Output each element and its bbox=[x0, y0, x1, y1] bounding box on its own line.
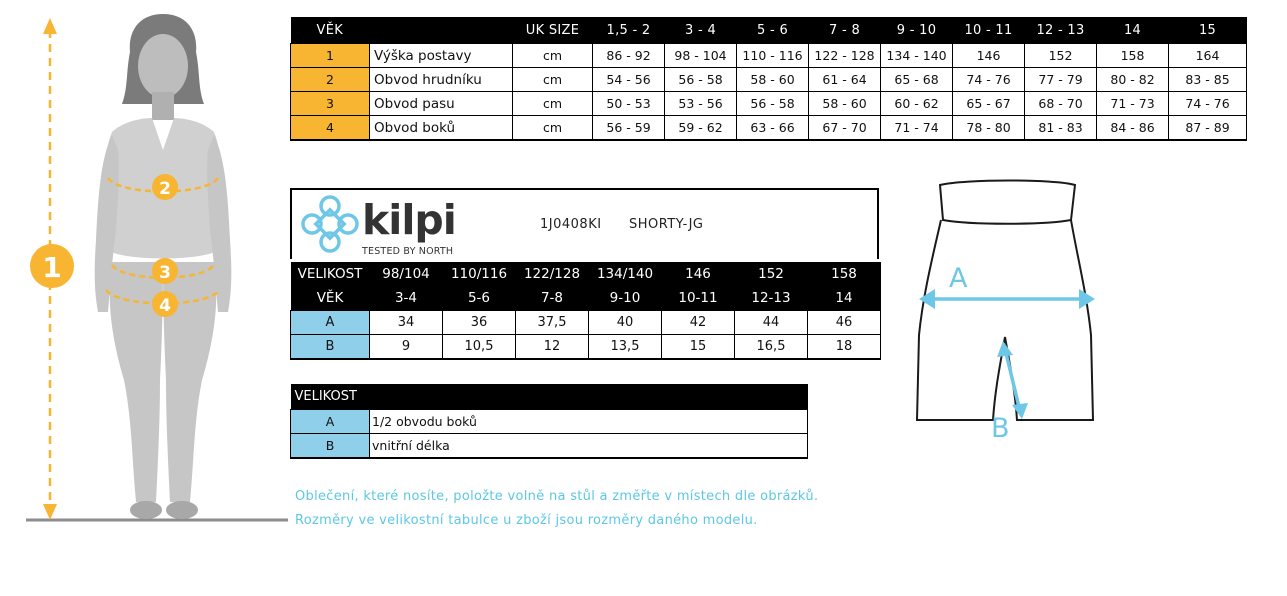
size-col-header: 110/116 bbox=[443, 262, 516, 286]
table-row bbox=[291, 116, 1247, 141]
measure-a-left-arrowhead-icon bbox=[919, 289, 935, 309]
age-col-header: 12 - 13 bbox=[1025, 17, 1097, 44]
table-row bbox=[291, 335, 881, 360]
table-cell: 56 - 58 bbox=[665, 68, 737, 92]
table-cell: 16,5 bbox=[735, 335, 808, 360]
table-row bbox=[291, 410, 808, 434]
row-label: Obvod hrudníku bbox=[370, 68, 513, 92]
age-col-header: 15 bbox=[1169, 17, 1247, 44]
age-col-header: 12-13 bbox=[735, 286, 808, 311]
table-cell: 63 - 66 bbox=[737, 116, 809, 141]
row-number: 4 bbox=[291, 116, 370, 141]
table-cell: 81 - 83 bbox=[1025, 116, 1097, 141]
age-col-header: 5 - 6 bbox=[737, 17, 809, 44]
shorts-legs bbox=[917, 220, 1093, 420]
size-header-row bbox=[291, 262, 881, 286]
table-cell: 87 - 89 bbox=[1169, 116, 1247, 141]
table-cell: 12 bbox=[516, 335, 589, 360]
left-foot bbox=[130, 501, 162, 519]
table-cell: 122 - 128 bbox=[809, 44, 881, 68]
table-cell: 65 - 68 bbox=[881, 68, 953, 92]
row-number: 3 bbox=[291, 92, 370, 116]
legend-table bbox=[290, 384, 808, 459]
table-cell: 58 - 60 bbox=[737, 68, 809, 92]
head bbox=[138, 34, 188, 98]
age-measurement-table bbox=[290, 17, 1247, 141]
measure-a-label: A bbox=[949, 263, 968, 294]
measuring-note: Oblečení, které nosíte, položte volně na stůl a změřte v místech dle obrázků. bbox=[295, 489, 819, 504]
table-cell: 77 - 79 bbox=[1025, 68, 1097, 92]
table-cell: 50 - 53 bbox=[593, 92, 665, 116]
table-row bbox=[291, 434, 808, 459]
table-cell: 58 - 60 bbox=[809, 92, 881, 116]
age-header-row bbox=[291, 286, 881, 311]
size-col-header: 158 bbox=[808, 262, 881, 286]
table-row bbox=[291, 68, 1247, 92]
table-cell: 9 bbox=[370, 335, 443, 360]
table-cell: 13,5 bbox=[589, 335, 662, 360]
age-col-header: 7 - 8 bbox=[809, 17, 881, 44]
table-row bbox=[291, 311, 881, 335]
right-foot bbox=[166, 501, 198, 519]
table-cell: 74 - 76 bbox=[1169, 92, 1247, 116]
row-number: 2 bbox=[291, 68, 370, 92]
table-cell: 10,5 bbox=[443, 335, 516, 360]
table-cell: 134 - 140 bbox=[881, 44, 953, 68]
table-cell: 71 - 74 bbox=[881, 116, 953, 141]
shorts-diagram bbox=[905, 175, 1105, 440]
measure-b-arrow bbox=[1006, 353, 1019, 407]
age-col-header: 7-8 bbox=[516, 286, 589, 311]
table-row bbox=[291, 44, 1247, 68]
age-col-header: 14 bbox=[1097, 17, 1169, 44]
row-number: 1 bbox=[291, 44, 370, 68]
shorts-waistband bbox=[940, 181, 1075, 224]
table-cell: 18 bbox=[808, 335, 881, 360]
table-cell: 56 - 58 bbox=[737, 92, 809, 116]
age-col-header: 10-11 bbox=[662, 286, 735, 311]
age-col-header: 3-4 bbox=[370, 286, 443, 311]
age-col-header: 9-10 bbox=[589, 286, 662, 311]
age-header-label: VĚK bbox=[291, 286, 370, 311]
age-col-header: 9 - 10 bbox=[881, 17, 953, 44]
table-cell: 56 - 59 bbox=[593, 116, 665, 141]
table-cell: 71 - 73 bbox=[1097, 92, 1169, 116]
row-letter: A bbox=[291, 410, 370, 434]
product-code: 1J0408KI bbox=[540, 217, 602, 232]
table-cell: 98 - 104 bbox=[665, 44, 737, 68]
table-cell: 74 - 76 bbox=[953, 68, 1025, 92]
age-col-header: 10 - 11 bbox=[953, 17, 1025, 44]
model-dimensions-note: Rozměry ve velikostní tabulce u zboží jsou rozměry daného modelu. bbox=[295, 513, 758, 528]
row-letter: B bbox=[291, 434, 370, 459]
table-cell: 42 bbox=[662, 311, 735, 335]
size-col-header: 152 bbox=[735, 262, 808, 286]
age-col-header: 14 bbox=[808, 286, 881, 311]
table-cell: 68 - 70 bbox=[1025, 92, 1097, 116]
table-cell: 40 bbox=[589, 311, 662, 335]
row-unit: cm bbox=[513, 92, 593, 116]
table-cell: 59 - 62 bbox=[665, 116, 737, 141]
badge-3-label: 3 bbox=[159, 263, 171, 283]
table-cell: 53 - 56 bbox=[665, 92, 737, 116]
measure-b-label: B bbox=[991, 413, 1010, 440]
age-col-header: 3 - 4 bbox=[665, 17, 737, 44]
table-cell: 84 - 86 bbox=[1097, 116, 1169, 141]
size-table bbox=[290, 262, 881, 360]
kilpi-knot-icon bbox=[300, 194, 360, 254]
uk-size-header: UK SIZE bbox=[513, 17, 593, 44]
size-header-label: VELIKOST bbox=[291, 262, 370, 286]
table-cell: 61 - 64 bbox=[809, 68, 881, 92]
table-cell: 67 - 70 bbox=[809, 116, 881, 141]
row-description: 1/2 obvodu boků bbox=[370, 410, 808, 434]
row-unit: cm bbox=[513, 44, 593, 68]
table-cell: 44 bbox=[735, 311, 808, 335]
age-col-header: 1,5 - 2 bbox=[593, 17, 665, 44]
badge-4-label: 4 bbox=[159, 296, 171, 316]
size-col-header: 98/104 bbox=[370, 262, 443, 286]
table-row bbox=[291, 92, 1247, 116]
table-cell: 110 - 116 bbox=[737, 44, 809, 68]
neck bbox=[152, 92, 174, 120]
table-cell: 54 - 56 bbox=[593, 68, 665, 92]
row-letter: B bbox=[291, 335, 370, 360]
table-cell: 80 - 82 bbox=[1097, 68, 1169, 92]
table-cell: 60 - 62 bbox=[881, 92, 953, 116]
table-cell: 152 bbox=[1025, 44, 1097, 68]
row-label: Obvod boků bbox=[370, 116, 513, 141]
legend-header: VELIKOST bbox=[291, 384, 808, 410]
table-cell: 146 bbox=[953, 44, 1025, 68]
legend-header-row bbox=[291, 384, 808, 410]
size-col-header: 134/140 bbox=[589, 262, 662, 286]
row-description: vnitřní délka bbox=[370, 434, 808, 459]
table-cell: 65 - 67 bbox=[953, 92, 1025, 116]
row-unit: cm bbox=[513, 68, 593, 92]
table-cell: 46 bbox=[808, 311, 881, 335]
table-cell: 78 - 80 bbox=[953, 116, 1025, 141]
row-label: Obvod pasu bbox=[370, 92, 513, 116]
table-cell: 37,5 bbox=[516, 311, 589, 335]
table-cell: 158 bbox=[1097, 44, 1169, 68]
table-cell: 36 bbox=[443, 311, 516, 335]
brand-tagline: TESTED BY NORTH bbox=[362, 246, 454, 257]
product-name: SHORTY-JG bbox=[629, 217, 704, 232]
measure-b-top-arrowhead-icon bbox=[997, 341, 1013, 357]
table-cell: 83 - 85 bbox=[1169, 68, 1247, 92]
height-arrow-bottom-icon bbox=[43, 504, 57, 520]
row-label: Výška postavy bbox=[370, 44, 513, 68]
badge-2-label: 2 bbox=[159, 179, 171, 199]
table-cell: 34 bbox=[370, 311, 443, 335]
age-col-header: 5-6 bbox=[443, 286, 516, 311]
badge-1-label: 1 bbox=[42, 251, 62, 284]
table-cell: 15 bbox=[662, 335, 735, 360]
height-arrow-top-icon bbox=[43, 18, 57, 34]
table-cell: 86 - 92 bbox=[593, 44, 665, 68]
measure-b-bottom-arrowhead-icon bbox=[1012, 403, 1028, 419]
size-col-header: 122/128 bbox=[516, 262, 589, 286]
body-measurement-figure bbox=[0, 0, 292, 596]
age-header-label: VĚK bbox=[291, 17, 513, 44]
size-col-header: 146 bbox=[662, 262, 735, 286]
table-cell: 164 bbox=[1169, 44, 1247, 68]
age-table-header bbox=[291, 17, 1247, 44]
row-letter: A bbox=[291, 311, 370, 335]
brand-logo-word: kilpi bbox=[362, 196, 456, 244]
row-unit: cm bbox=[513, 116, 593, 141]
